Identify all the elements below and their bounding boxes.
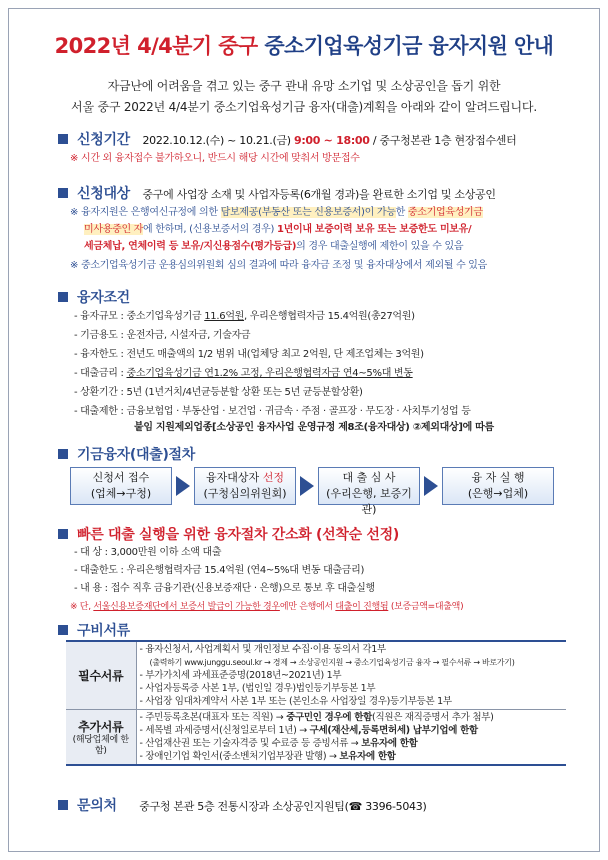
arrow-right-icon xyxy=(300,476,314,496)
extra-docs-list: - 주민등록초본(대표자 또는 직원) → 중구민인 경우에 한함(직원은 재직증명서 추가 첨부) - 세목별 과세증명서(신청일로부터 1년) → 구세(재산세,등록면허세) 납부기업에 한함 - 산업재산권 또는 기술자격증 및 수료증 등 증빙서류 → 보유자에 한함 - 장애인기업 확인서(중소벤처기업부장관 발행) → 보유자에 한함 xyxy=(136,710,566,766)
extra-docs-label: 추가서류 (해당업체에 한함) xyxy=(66,710,136,766)
target-note-1: ※ 융자지원은 은행여신규정에 의한 담보제공(부동산 또는 신용보증서)이 가능한 중소기업육성기금 xyxy=(70,207,483,218)
arrow-right-icon xyxy=(176,476,190,496)
bullet-square-icon xyxy=(58,449,68,459)
cond-limit: - 융자한도 : 전년도 매출액의 1/2 범위 내(업체당 최고 2억원, 단 제조업체는 3억원) xyxy=(74,349,424,360)
arrow-right-icon xyxy=(424,476,438,496)
cond-restrict: - 대출제한 : 금융보험업 · 부동산업 · 보건업 · 귀금속 · 주점 · 골프장 · 무도장 · 사치투기성업 등 xyxy=(74,406,471,417)
fast-target: - 대 상 : 3,000만원 이하 소액 대출 xyxy=(74,547,222,558)
bullet-square-icon xyxy=(58,800,68,810)
bullet-square-icon xyxy=(58,292,68,302)
documents-table xyxy=(66,640,566,766)
section-contact: 문의처 중구청 본관 5층 전통시장과 소상공인지원팀(☎ 3396-5043) xyxy=(58,795,426,815)
fast-note: ※ 단, 서울신용보증재단에서 보증서 발급이 가능한 경우에만 은행에서 대출이 진행됨 (보증금액=대출액) xyxy=(70,602,464,612)
bullet-square-icon xyxy=(58,529,68,539)
intro-paragraph: 자금난에 어려움을 겪고 있는 중구 관내 유망 소기업 및 소상공인을 돕기 위한 서울 중구 2022년 4/4분기 중소기업육성기금 융자(대출)계획을 아래와 같이 알려드립니다. xyxy=(71,79,537,114)
target-note-2: 미사용중인 자에 한하며, (신용보증서의 경우) 1년이내 보증이력 보유 또는 보증한도 미보유/ xyxy=(84,224,472,235)
required-docs-label: 필수서류 xyxy=(66,641,136,710)
cond-rate: - 대출금리 : 중소기업육성기금 연1.2% 고정, 우리은행협력자금 연4~5%대 변동 xyxy=(74,368,413,379)
table-row xyxy=(66,710,566,766)
section-conditions: 융자조건 xyxy=(58,287,130,307)
cond-use: - 기금용도 : 운전자금, 시설자금, 기술자금 xyxy=(74,330,251,341)
cond-scale: - 융자규모 : 중소기업육성기금 11.6억원, 우리은행협력자금 15.4억원(총27억원) xyxy=(74,311,415,322)
target-note-4: ※ 중소기업육성기금 운용심의위원회 심의 결과에 따라 융자금 조정 및 융자대상에서 제외될 수 있음 xyxy=(70,260,488,271)
section-fast-track: 빠른 대출 실행을 위한 융자절차 간소화 (선착순 선정) xyxy=(58,524,399,544)
target-note-3: 세금체납, 연체이력 등 보유/지신용점수(평가등급)의 경우 대출실행에 제한이 있을 수 있음 xyxy=(84,241,464,252)
section-target: 신청대상 중구에 사업장 소재 및 사업자등록(6개월 경과)을 완료한 소기업 및 소상공인 xyxy=(58,183,496,203)
cond-repay: - 상환기간 : 5년 (1년거치/4년균등분할 상환 또는 5년 균등분할상환) xyxy=(74,387,363,398)
table-row xyxy=(66,641,566,710)
bullet-square-icon xyxy=(58,188,68,198)
process-step-3: 대 출 심 사 (우리은행, 보증기관) xyxy=(318,467,420,505)
section-documents: 구비서류 xyxy=(58,620,130,640)
bullet-square-icon xyxy=(58,134,68,144)
section-period: 신청기간 2022.10.12.(수) ~ 10.21.(금) 9:00 ~ 18:00 / 중구청본관 1층 현장접수센터 xyxy=(58,129,516,149)
fast-content: - 내 용 : 접수 직후 금융기관(신용보증재단 · 은행)으로 통보 후 대출실행 xyxy=(74,583,375,594)
period-dates: 2022.10.12.(수) ~ 10.21.(금) 9:00 ~ 18:00 / 중구청본관 1층 현장접수센터 xyxy=(142,134,517,147)
cond-restrict-detail: 붙임 지원제외업종[소상공인 융자사업 운영규정 제8조(융자대상) ②제외대상]에 따름 xyxy=(134,422,494,433)
section-process: 기금융자(대출)절차 xyxy=(58,444,195,464)
fast-limit: - 대출한도 : 우리은행협력자금 15.4억원 (연4~5%대 변동 대출금리) xyxy=(74,565,365,576)
process-step-4: 융 자 실 행 (은행→업체) xyxy=(442,467,554,505)
process-step-2: 융자대상자 선정 (구청심의위원회) xyxy=(194,467,296,505)
page-title: 2022년 4/4분기 중구 중소기업육성기금 융자지원 안내 xyxy=(54,34,554,58)
process-step-1: 신청서 접수 (업체→구청) xyxy=(70,467,172,505)
required-docs-list: - 융자신청서, 사업계획서 및 개인정보 수집·이용 동의서 각1부 (출력하기 www.junggu.seoul.kr → 경제 → 소상공인지원 → 중소기업육성기금 융자 → 필수서류 → 바로가기) - 부가가치세 과세표준증명(2018년~2021년) 1부 - 사업자등록증 사본 1부, (법인일 경우)법인등기부등본 1부 - 사업장 임대차계약서 사본 1부 또는 (본인소유 사업장일 경우)등기부등본 1부 xyxy=(136,641,566,710)
bullet-square-icon xyxy=(58,625,68,635)
period-note: ※ 시간 외 융자접수 불가하오니, 반드시 해당 시간에 맞춰서 방문접수 xyxy=(70,153,360,164)
